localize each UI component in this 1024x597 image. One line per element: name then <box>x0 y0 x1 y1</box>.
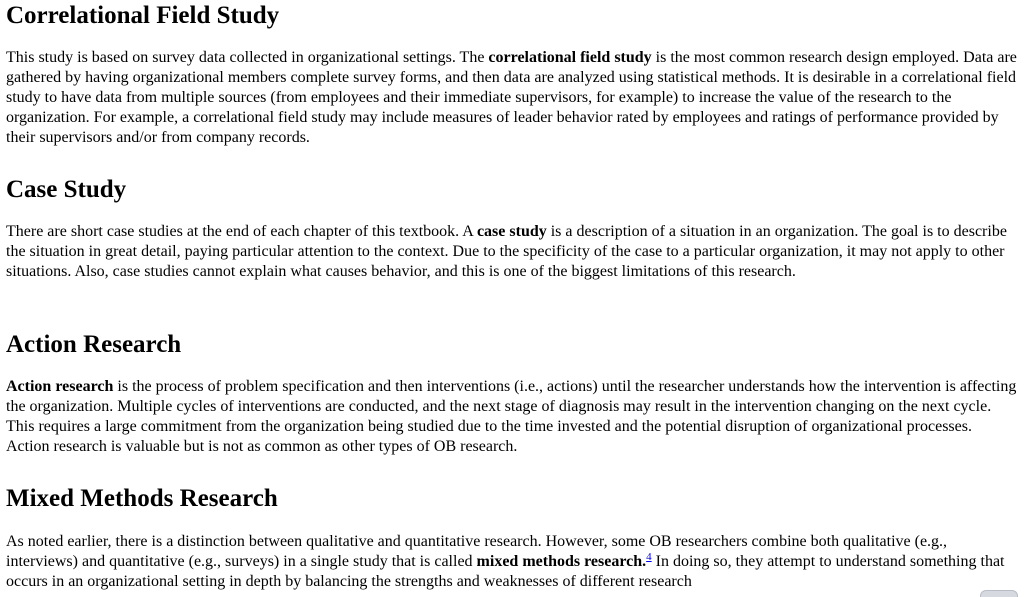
section-heading-case-study: Case Study <box>6 176 127 203</box>
paragraph-case-study <box>6 222 1018 282</box>
paragraph-text: is a description of a situation in an organization. The goal is to describe the situation in great detail, paying particular attention to the context. Due to the specificity of the case to a particular organization, it may not apply to other situations. Also, case studies cannot explain what causes behavior, and this is one of the biggest limitations of this research. <box>6 223 1007 280</box>
back-to-top-button[interactable] <box>980 590 1018 597</box>
key-term: mixed methods research <box>476 553 643 570</box>
footnote-link[interactable]: 4 <box>646 551 652 563</box>
key-term: Action research <box>6 378 114 395</box>
paragraph-text: There are short case studies at the end of each chapter of this textbook. A <box>6 223 477 240</box>
key-term: case study <box>476 223 547 240</box>
paragraph-text: is the process of problem specification and then interventions (i.e., actions) until the researcher understands how the intervention is affecting the organization. Multiple cycles of interventions are conducted, and the next stage of diagnosis may result in the intervention changing on the next cycle. This requires a large commitment from the organization being studied due to the time invested and the potential disruption of organizational processes. Action research is valuable but is not as common as other types of OB research. <box>6 378 1017 455</box>
paragraph-text: In doing so, they attempt to understand something that occurs in an organizational setting in depth by balancing the strengths and weaknesses of different research <box>6 553 1005 590</box>
paragraph-text: is the most common research design employed. Data are gathered by having organizational members complete survey forms, and then data are analyzed using statistical methods. It is desirable in a correlational field study to have data from multiple sources (from employees and their immediate supervisors, for example) to increase the value of the research to the organization. For example, a correlational field study may include measures of leader behavior rated by employees and ratings of performance provided by their supervisors and/or from company records. <box>6 49 1017 146</box>
paragraph-mixed-methods-research <box>6 532 1018 592</box>
paragraph-text: This study is based on survey data collected in organizational settings. The <box>6 49 489 66</box>
section-heading-mixed-methods-research: Mixed Methods Research <box>6 485 278 512</box>
section-heading-action-research: Action Research <box>6 331 182 358</box>
paragraph-text: As noted earlier, there is a distinction between qualitative and quantitative research. However, some OB researchers combine both qualitative (e.g., interviews) and quantitative (e.g., surveys) in a single study that is called <box>6 533 948 570</box>
key-term-punctuation: . <box>642 553 647 570</box>
paragraph-action-research <box>6 377 1018 457</box>
section-heading-correlational-field-study: Correlational Field Study <box>6 2 280 29</box>
key-term: correlational field study <box>488 49 652 66</box>
paragraph-correlational-field-study <box>6 48 1018 148</box>
